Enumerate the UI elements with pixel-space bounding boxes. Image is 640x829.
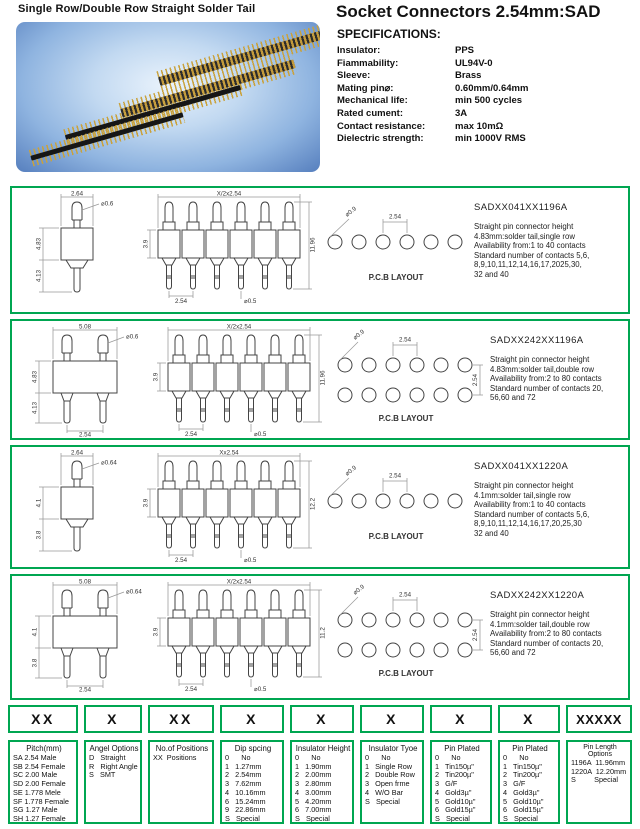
dim-label: ⌀0.9	[343, 464, 358, 478]
dim-label: 4.13	[35, 269, 43, 283]
pcb-layout-label: P.C.B LAYOUT	[378, 414, 434, 423]
pcb-layout-label: P.C.B LAYOUT	[368, 532, 424, 541]
spec-label: Mating pin⌀:	[337, 82, 394, 94]
option-item: SE 1.778 Mele	[13, 787, 61, 797]
description-line: Straight pin connector height	[490, 355, 590, 364]
spec-value: UL94V-0	[455, 57, 493, 69]
option-box-pin-length	[566, 740, 632, 824]
option-title: Pitch(mm)	[26, 744, 62, 753]
spec-label: Sleeve:	[337, 70, 371, 82]
spec-value: Brass	[455, 70, 482, 82]
dim-label: ⌀0.5	[254, 686, 267, 692]
pin-header-strip-black-2	[29, 107, 186, 167]
description-line: 4.83mm:solder tail,double row	[490, 364, 595, 374]
code-box: X	[498, 705, 560, 733]
option-title: Pin Plated	[444, 744, 480, 753]
option-title: Insulator Tyoe	[368, 744, 418, 753]
pcb-layout-label: P.C.B LAYOUT	[378, 669, 434, 678]
description-line: Standard number of contacts 20,	[490, 638, 604, 648]
option-title: Insulator Height	[295, 744, 351, 753]
code-box: X	[84, 705, 142, 733]
option-box-positions	[148, 740, 214, 824]
option-item: SB 2.54 Female	[13, 761, 66, 771]
order-col-pin-length	[566, 705, 632, 824]
spec-row	[337, 45, 633, 58]
option-item: 4 10.16mm	[225, 787, 266, 797]
part-number: SADXX242XX1196A	[490, 335, 584, 346]
description-line: 32 and 40	[474, 528, 509, 538]
dim-label: 3.8	[35, 530, 43, 540]
panel-sadxx041xx1196a	[10, 186, 630, 314]
dim-label: 2.54	[388, 472, 402, 480]
option-item: D Straight	[89, 753, 126, 762]
dim-label: ⌀0.5	[244, 557, 257, 563]
option-item: 4 Gold3µ"	[503, 787, 540, 797]
description-line: 4.1mm:solder tail,single row	[474, 490, 571, 500]
dim-label: 2.54	[174, 298, 188, 304]
spec-value: 3A	[455, 107, 468, 119]
option-item: 2 Tin200µ"	[503, 770, 542, 780]
description-line: Straight pin connector height	[474, 481, 574, 490]
part-number: SADXX041XX1196A	[474, 202, 568, 213]
panel-sadxx242xx1220a	[10, 574, 630, 700]
dim-label: ⌀0.9	[351, 328, 366, 342]
spec-label: Insulator:	[337, 45, 381, 56]
pcb-layout-drawing	[330, 323, 488, 427]
option-item: 3 Open frme	[365, 779, 410, 789]
option-item: 1 1.90mm	[295, 761, 332, 771]
code-box: X	[360, 705, 424, 733]
option-item: 4 Gold3µ"	[435, 787, 472, 797]
panel-sadxx242xx1196a	[10, 319, 630, 440]
spec-row	[337, 121, 633, 134]
code-box: X	[220, 705, 284, 733]
side-view-drawing	[20, 578, 152, 692]
side-view-drawing	[20, 190, 142, 304]
dim-label: X/2x2.54	[226, 578, 252, 586]
option-item: SF 1.778 Female	[13, 796, 69, 806]
dim-label: 2.54	[398, 591, 412, 599]
specifications-list	[337, 45, 633, 146]
dim-label: ⌀0.6	[101, 200, 114, 208]
dim-label: 2.54	[174, 557, 188, 563]
dim-label: ⌀0.5	[244, 298, 257, 304]
option-item: 5 Gold10µ"	[435, 796, 476, 806]
option-box-angle	[84, 740, 142, 824]
dim-label: 2.54	[398, 336, 412, 344]
dim-label: 3.9	[152, 627, 160, 637]
dim-label: ⌀0.6	[126, 333, 139, 341]
option-item: 2 Double Row	[365, 770, 415, 780]
option-item: 5 4.20mm	[295, 796, 332, 806]
option-item: 1220A 12.20mm	[571, 766, 627, 776]
dim-label: 2.54	[78, 431, 92, 437]
product-family-title: Socket Connectors 2.54mm:SAD	[336, 2, 601, 21]
description-line: 8,9,10,11,12,14,16,17,2025,30,	[474, 260, 582, 270]
dim-label: 5.08	[78, 323, 92, 331]
option-item: 6 Gold15µ"	[435, 805, 476, 815]
dim-label: 2.54	[472, 628, 479, 642]
option-box-insulator-type	[360, 740, 424, 824]
side-view-drawing	[20, 449, 142, 563]
dim-label: ⌀0.64	[101, 459, 117, 467]
panel-sadxx041xx1220a	[10, 445, 630, 569]
dim-label: 4.1	[31, 627, 39, 637]
dim-label: ⌀0.64	[126, 588, 142, 596]
part-number: SADXX242XX1220A	[490, 590, 585, 601]
dim-label: 4.13	[31, 401, 39, 415]
drawing-panels	[10, 186, 630, 700]
description-line: 4.83mm:solder tail,single row	[474, 231, 575, 241]
option-item: 3 7.62mm	[225, 779, 262, 789]
order-col-pin-plated-1	[430, 705, 492, 824]
dim-label: 3.8	[31, 658, 39, 668]
dim-label: 4.83	[35, 237, 43, 251]
dim-label: 4.1	[35, 498, 43, 508]
spec-value: min 500 cycles	[455, 95, 523, 107]
description-line: Availability from:1 to 40 contacts	[474, 241, 586, 251]
option-item: 3 G/F	[435, 779, 458, 789]
dim-label: ⌀0.5	[254, 431, 267, 437]
option-item: 0 No	[435, 753, 461, 762]
description-line: 32 and 40	[474, 269, 509, 279]
dim-label: ⌀0.9	[351, 583, 366, 597]
option-item: 1196A 11.96mm	[571, 758, 626, 767]
front-view-drawing	[142, 190, 320, 304]
option-box-pitch	[8, 740, 78, 824]
dim-label: 2.54	[472, 373, 479, 387]
dim-label: 3.9	[142, 498, 150, 508]
description-line: Availability from:1 to 40 contacts	[474, 500, 586, 510]
option-item: S Special	[295, 813, 330, 823]
panel-description	[472, 190, 626, 280]
option-box-insulator-height	[290, 740, 354, 824]
front-view-drawing	[142, 449, 320, 563]
code-box: XX	[148, 705, 214, 733]
spec-row	[337, 95, 633, 108]
description-line: 56,60 and 72	[490, 648, 536, 658]
order-col-pin-plated-2	[498, 705, 560, 824]
option-box-pin-plated-2	[498, 740, 560, 824]
code-box: XXXXX	[566, 705, 632, 733]
dim-label: 12.2	[309, 497, 317, 511]
description-line: Availability from:2 to 80 contacts	[490, 629, 602, 639]
dim-label: 2.64	[70, 449, 84, 457]
part-number: SADXX041XX1220A	[474, 461, 569, 472]
spec-label: Fiammability:	[337, 57, 399, 69]
option-item: SH 1.27 Female	[13, 813, 66, 823]
option-item: 9 22.86mm	[225, 805, 266, 815]
spec-row	[337, 133, 633, 146]
option-item: S Special	[225, 813, 260, 823]
option-item: S SMT	[89, 770, 116, 780]
order-col-angle	[84, 705, 142, 824]
spec-value: max 10mΩ	[455, 120, 504, 132]
option-item: 2 2.54mm	[225, 770, 262, 780]
description-line: Straight pin connector height	[474, 222, 574, 231]
order-col-insulator-height	[290, 705, 354, 824]
description-line: Availability from:2 to 80 contacts	[490, 374, 602, 384]
front-view-drawing	[152, 578, 330, 692]
dim-label: 4.83	[31, 370, 39, 384]
dim-label: 2.54	[184, 686, 198, 692]
order-col-dip-spacing	[220, 705, 284, 824]
spec-label: Rated cument:	[337, 107, 403, 119]
spec-value: min 1000V RMS	[455, 133, 526, 145]
option-item: 3 2.80mm	[295, 779, 332, 789]
dim-label: X/2x2.54	[226, 323, 252, 331]
spec-label: Dielectric strength:	[337, 133, 424, 145]
option-item: 0 No	[295, 753, 321, 762]
dim-label: 11.2	[319, 627, 327, 639]
panel-description	[488, 578, 626, 658]
dim-label: X/2x2.54	[216, 190, 242, 198]
option-item: S Special	[365, 796, 400, 806]
description-line: Standard number of contacts 20,	[490, 383, 604, 393]
dim-label: 2.54	[184, 431, 198, 437]
option-item: 6 7.00mm	[295, 805, 332, 815]
option-item: 5 Gold10µ"	[503, 796, 544, 806]
spec-row	[337, 83, 633, 96]
option-item: 1 Tin150µ"	[503, 761, 542, 771]
spec-row	[337, 58, 633, 71]
option-box-pin-plated-1	[430, 740, 492, 824]
description-line: Standard number of contacts 5,6,	[474, 509, 590, 519]
option-item: SA 2.54 Male	[13, 753, 57, 762]
dim-label: 2.54	[388, 213, 402, 221]
product-photo	[16, 22, 320, 172]
option-item: 2 Tin200µ"	[435, 770, 474, 780]
option-item: R Right Angle	[89, 761, 138, 771]
option-item: 4 3.00mm	[295, 787, 332, 797]
option-item: 3 G/F	[503, 779, 526, 789]
description-line: 4.1mm:solder tail,double row	[490, 619, 590, 629]
option-item: XX Positions	[153, 753, 197, 762]
pcb-layout-drawing	[330, 578, 488, 682]
spec-label: Mechanical life:	[337, 95, 408, 107]
option-item: 6 15.24mm	[225, 796, 266, 806]
page-title: Single Row/Double Row Straight Solder Tail	[18, 3, 256, 15]
option-box-dip-spacing	[220, 740, 284, 824]
option-item: 0 No	[225, 753, 251, 762]
ordering-code-table	[8, 705, 632, 824]
option-title: Pin Plated	[512, 744, 548, 753]
option-item: 0 No	[503, 753, 529, 762]
option-item: SD 2.00 Female	[13, 779, 66, 789]
option-item: S Special	[435, 813, 470, 823]
option-item: S Special	[571, 775, 619, 785]
dim-label: 2.64	[70, 190, 84, 198]
pcb-layout-label: P.C.B LAYOUT	[368, 273, 424, 282]
panel-description	[472, 449, 626, 539]
dim-label: 11.96	[309, 237, 317, 253]
specifications-heading: SPECIFICATIONS:	[337, 27, 441, 41]
code-box: XX	[8, 705, 78, 733]
option-item: 1 1.27mm	[225, 761, 262, 771]
description-line: Straight pin connector height	[490, 610, 590, 619]
pcb-layout-drawing	[320, 190, 472, 294]
option-title: Dip spcing	[234, 744, 272, 753]
option-item: SG 1.27 Male	[13, 805, 58, 815]
panel-description	[488, 323, 626, 403]
spec-value: 0.60mm/0.64mm	[455, 82, 529, 94]
dim-label: 3.9	[152, 372, 160, 382]
front-view-drawing	[152, 323, 330, 437]
option-item: 1 Single Row	[365, 761, 413, 771]
code-box: X	[290, 705, 354, 733]
description-line: 56,60 and 72	[490, 393, 536, 403]
dim-label: 3.9	[142, 239, 150, 249]
spec-row	[337, 108, 633, 121]
option-item: 4 W/O Bar	[365, 787, 404, 797]
option-title: No.of Positions	[155, 744, 209, 753]
order-col-insulator-type	[360, 705, 424, 824]
option-item: 0 No	[365, 753, 391, 762]
dim-label: ⌀0.9	[343, 205, 358, 219]
option-item: S Special	[503, 813, 538, 823]
description-line: 8,9,10,11,12,14,16,17,20,25,30	[474, 519, 582, 529]
option-title: Angel Options	[89, 744, 139, 753]
order-col-pitch	[8, 705, 78, 824]
dim-label: 5.08	[78, 578, 92, 586]
side-view-drawing	[20, 323, 152, 437]
spec-value: PPS	[455, 45, 475, 56]
option-item: 6 Gold15µ"	[503, 805, 544, 815]
description-line: Standard number of contacts 5,6,	[474, 250, 590, 260]
pcb-layout-drawing	[320, 449, 472, 553]
spec-label: Contact resistance:	[337, 120, 426, 132]
code-box: X	[430, 705, 492, 733]
dim-label: 11.96	[319, 370, 327, 386]
option-item: 1 Tin150µ"	[435, 761, 474, 771]
option-item: 2 2.00mm	[295, 770, 332, 780]
dim-label: 2.54	[78, 686, 92, 692]
dim-label: Xx2.54	[219, 449, 239, 457]
order-col-positions	[148, 705, 214, 824]
spec-row	[337, 70, 633, 83]
option-item: SC 2.00 Male	[13, 770, 58, 780]
option-title: Pin Length Options	[583, 744, 617, 758]
